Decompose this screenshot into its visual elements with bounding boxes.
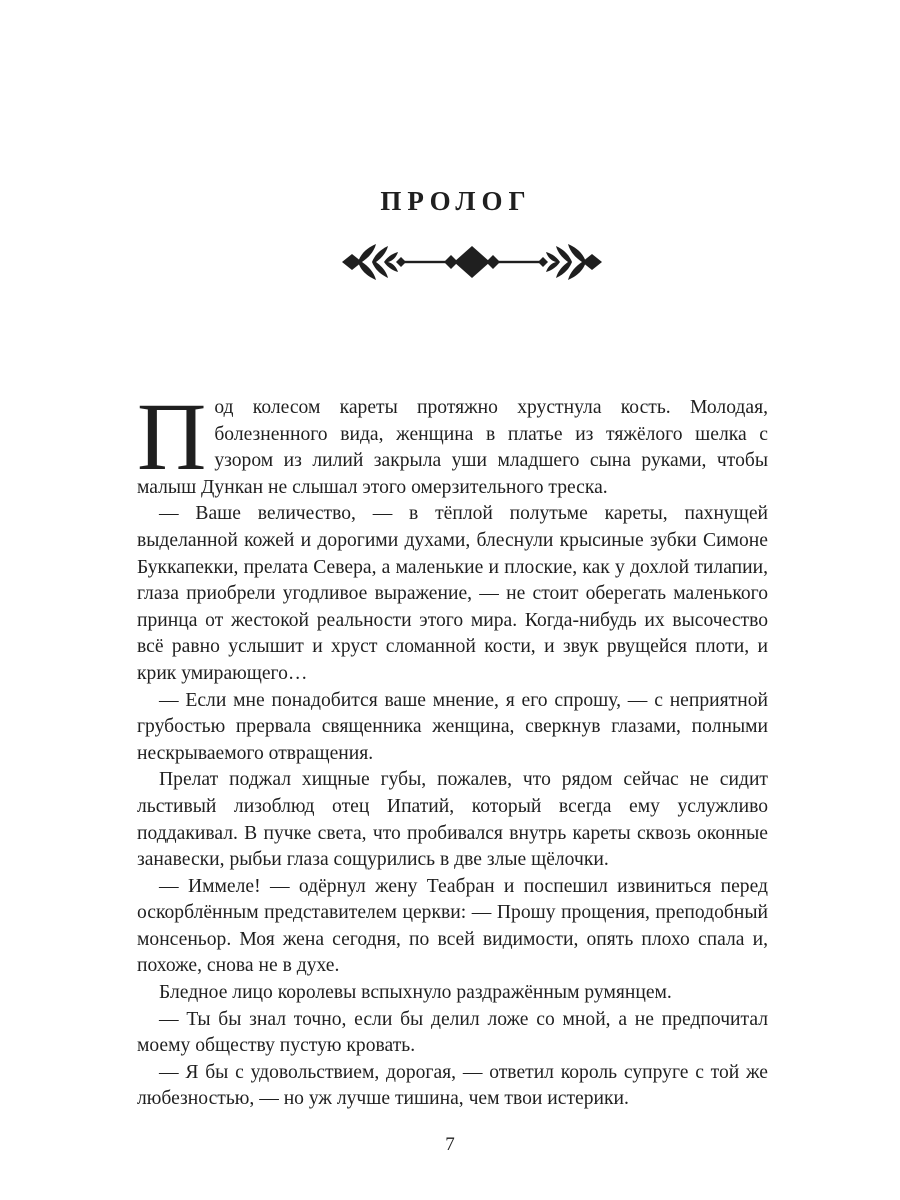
floral-divider-icon <box>340 240 604 284</box>
page-number: 7 <box>445 1134 455 1155</box>
paragraph: — Ты бы знал точно, если бы делил ложе со мной, а не предпочитал моему обществу пустую кровать. <box>137 1008 768 1057</box>
chapter-title: ПРОЛОГ <box>380 186 532 217</box>
prologue-text <box>137 383 768 1113</box>
paragraph: — Если мне понадобится ваше мнение, я его спрошу, — с неприятной грубостью прервала священника женщина, сверкнув глазами, полными нескрываемого отвращения. <box>137 689 768 764</box>
paragraph: Прелат поджал хищные губы, пожалев, что рядом сейчас не сидит льстивый лизоблюд отец Ипатий, который всегда ему услужливо поддакивал. В пучке света, что пробивался внутрь кареты сквозь оконные занавески, рыбьи глаза сощурились в две злые щёлочки. <box>137 769 768 871</box>
paragraph <box>137 383 768 501</box>
paragraph: Бледное лицо королевы вспыхнуло раздражённым румянцем. <box>159 982 672 1004</box>
paragraph: — Иммеле! — одёрнул жену Теабран и поспешил извиниться перед оскорблённым представителем церкви: — Прошу прощения, преподобный монсеньор. Моя жена сегодня, по всей видимости, опять плохо спала и, похоже, снова не в духе. <box>137 875 768 977</box>
drop-cap: П <box>137 383 207 490</box>
paragraph: — Ваше величество, — в тёплой полутьме кареты, пахнущей выделанной кожей и дорогими духами, блеснули крысиные зубки Симоне Буккапекки, прелата Севера, а маленькие и плоские, как у дохлой тилапии, глаза приобрели угодливое выражение, — не стоит оберегать маленького принца от жестокой реальности этого мира. Когда-нибудь их высочество всё равно услышит и хруст сломанной кости, и звук рвущейся плоти, и крик умирающего… <box>137 503 768 684</box>
paragraph-text: од колесом кареты протяжно хрустнула кость. Молодая, болезненного вида, женщина в платье из тяжёлого шелка с узором из лилий закрыла уши младшего сына руками, чтобы малыш Дункан не слышал этого омерзительного треска. <box>137 397 768 498</box>
paragraph: — Я бы с удовольствием, дорогая, — ответил король супруге с той же любезностью, — но уж лучше тишина, чем твои истерики. <box>137 1061 768 1110</box>
